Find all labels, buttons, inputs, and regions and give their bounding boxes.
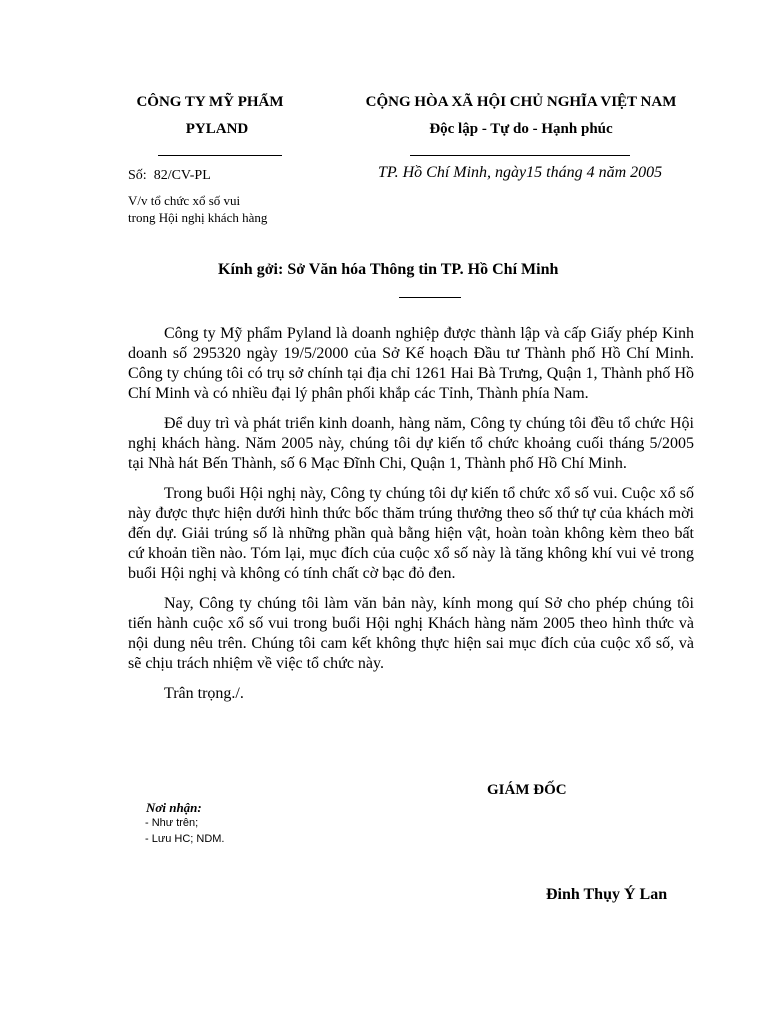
- recipient-item: - Như trên;: [145, 817, 199, 829]
- nation-motto: Độc lập - Tự do - Hạnh phúc: [429, 121, 613, 137]
- body-paragraph-4: Nay, Công ty chúng tôi làm văn bản này, kính mong quí Sở cho phép chúng tôi tiến hành cuộc xổ số vui trong buổi Hội nghị Khách hàng năm 2005 theo hình thức và nội dung nêu trên. Chúng tôi cam kết không thực hiện sai mục đích của cuộc xổ số, và sẽ chịu trách nhiệm về việc tổ chức này.: [128, 595, 694, 672]
- number-label: Số:: [128, 168, 147, 183]
- body-paragraph-1: Công ty Mỹ phẩm Pyland là doanh nghiệp được thành lập và cấp Giấy phép Kinh doanh số 295320 ngày 19/5/2000 của Sở Kế hoạch Đầu tư Thành phố Hồ Chí Minh. Công ty chúng tôi có trụ sở chính tại địa chỉ 1261 Hai Bà Trưng, Quận 1, Thành phố Hồ Chí Minh và có nhiều đại lý phân phối khắp các Tỉnh, Thành phía Nam.: [128, 325, 694, 402]
- letter-body: [128, 324, 694, 704]
- closing-salutation: Trân trọng./.: [164, 685, 244, 702]
- company-underline: [158, 155, 282, 156]
- signature-title: GIÁM ĐỐC: [487, 782, 567, 798]
- recipient-item: - Lưu HC; NDM.: [145, 833, 225, 845]
- company-name-line2: PYLAND: [185, 121, 249, 137]
- subject-line1: V/v tổ chức xổ số vui: [128, 193, 241, 208]
- body-paragraph-2: Để duy trì và phát triển kinh doanh, hàng năm, Công ty chúng tôi đều tổ chức Hội nghị khách hàng. Năm 2005 này, chúng tôi dự kiến tổ chức khoảng cuối tháng 5/2005 tại Nhà hát Bến Thành, số 6 Mạc Đĩnh Chi, Quận 1, Thành phố Hồ Chí Minh.: [128, 415, 694, 472]
- subject-line2: trong Hội nghị khách hàng: [128, 210, 268, 225]
- document-number: [128, 167, 211, 184]
- nation-underline: [410, 155, 630, 156]
- company-name-line1: CÔNG TY MỸ PHẨM: [136, 94, 284, 110]
- nation-title: CỘNG HÒA XÃ HỘI CHỦ NGHĨA VIỆT NAM: [365, 94, 677, 110]
- number-value: 82/CV-PL: [153, 168, 211, 183]
- addressee-underline: [399, 297, 461, 298]
- body-paragraph-3: Trong buổi Hội nghị này, Công ty chúng tôi dự kiến tổ chức xổ số vui. Cuộc xổ số này được thực hiện dưới hình thức bốc thăm trúng thưởng theo số thứ tự của khách mời đến dự. Giải trúng số là những phần quà bằng hiện vật, hoàn toàn không kèm theo bất cứ khoản tiền nào. Tóm lại, mục đích của cuộc xổ số này là tăng không khí vui vẻ trong buổi Hội nghị và không có tính chất cờ bạc đỏ đen.: [128, 485, 694, 582]
- recipients-title: Nơi nhận:: [146, 800, 202, 815]
- signatory-name: Đinh Thụy Ý Lan: [546, 886, 668, 903]
- place-date: TP. Hồ Chí Minh, ngày15 tháng 4 năm 2005: [378, 164, 663, 181]
- addressee: Kính gởi: Sở Văn hóa Thông tin TP. Hồ Chí Minh: [218, 261, 559, 278]
